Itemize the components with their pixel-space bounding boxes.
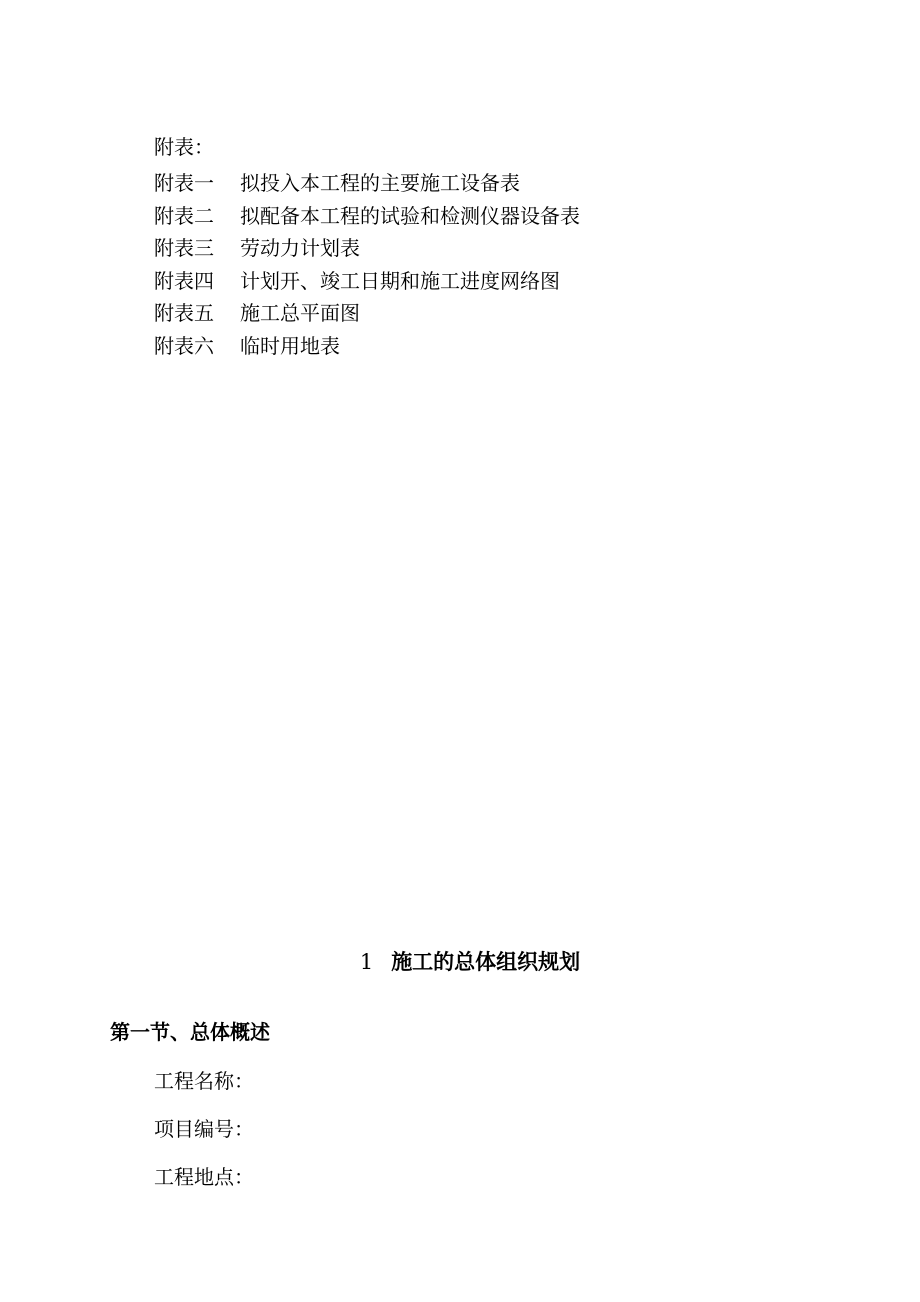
appendix-item-label: 附表三 — [154, 236, 214, 261]
appendix-item-label: 附表四 — [154, 268, 214, 293]
chapter-number: 1 — [359, 950, 374, 974]
appendix-item-title: 临时用地表 — [240, 333, 340, 358]
appendix-item — [154, 202, 580, 230]
field-project-number: 项目编号： — [154, 1117, 254, 1141]
project-fields — [154, 1066, 254, 1210]
appendix-item-label: 附表一 — [154, 171, 214, 195]
appendix-item-title: 劳动力计划表 — [240, 236, 360, 261]
appendix-item — [154, 299, 580, 327]
section-heading: 第一节、总体概述 — [110, 1020, 270, 1044]
appendix-item-title: 计划开、竣工日期和施工进度网络图 — [240, 268, 560, 293]
appendix-item-label: 附表六 — [154, 333, 214, 358]
appendix-item-title: 拟投入本工程的主要施工设备表 — [240, 171, 520, 195]
appendix-item-label: 附表二 — [154, 203, 214, 228]
appendix-item — [154, 332, 580, 360]
appendix-item-title: 施工总平面图 — [240, 301, 360, 326]
appendix-item — [154, 234, 580, 262]
chapter-heading — [0, 947, 920, 977]
appendix-item — [154, 169, 580, 197]
appendix-list — [154, 133, 580, 365]
appendix-item-label: 附表五 — [154, 301, 214, 326]
appendix-item — [154, 267, 580, 295]
appendix-heading: 附表： — [154, 135, 214, 159]
chapter-title-text: 施工的总体组织规划 — [391, 949, 581, 974]
field-project-name: 工程名称： — [154, 1069, 254, 1093]
field-project-location: 工程地点： — [154, 1165, 254, 1189]
appendix-item-title: 拟配备本工程的试验和检测仪器设备表 — [240, 203, 580, 228]
